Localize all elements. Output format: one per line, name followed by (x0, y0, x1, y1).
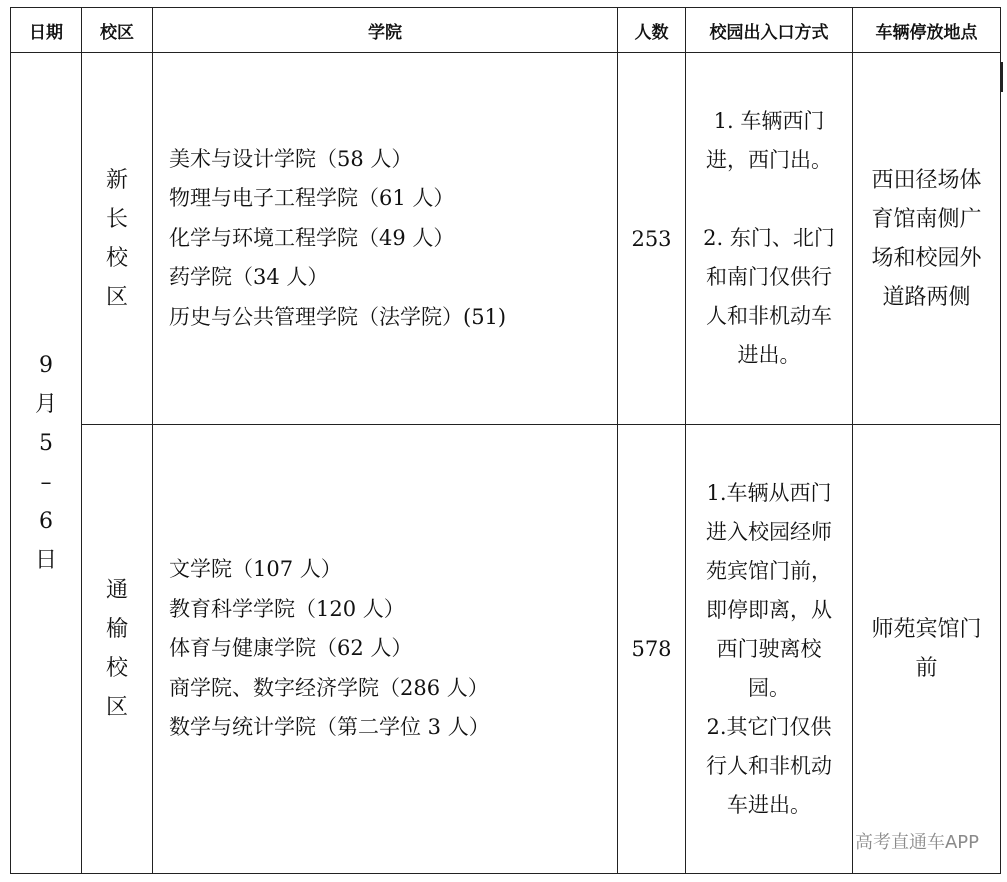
college-item: 化学与环境工程学院（49 人） (169, 225, 455, 250)
header-count: 人数 (618, 8, 686, 53)
header-parking: 车辆停放地点 (853, 8, 1001, 53)
arrival-schedule-table (10, 7, 1001, 874)
parking-cell (853, 53, 1001, 425)
college-item: 文学院（107 人） (169, 557, 342, 582)
college-item: 商学院、数字经济学院（286 人） (169, 675, 489, 700)
access-cell (686, 53, 853, 425)
college-item: 数学与统计学院（第二学位 3 人） (169, 715, 490, 740)
watermark: 高考直通车APP (854, 832, 979, 853)
campus-name: 新长校区 (105, 167, 128, 310)
college-item: 药学院（34 人） (169, 265, 329, 290)
access-rule: 1. 车辆西门进，西门出。 (706, 109, 832, 172)
campus-cell (82, 53, 153, 425)
table-header-row (11, 8, 1001, 53)
student-count: 578 (618, 425, 686, 874)
header-access: 校园出入口方式 (686, 8, 853, 53)
access-rule: 1.车辆从西门进入校园经师苑宾馆门前，即停即离，从西门驶离校园。 (706, 480, 832, 700)
parking-location: 西田径场体育馆南侧广场和校园外道路两侧 (871, 167, 982, 310)
campus-name: 通榆校区 (105, 578, 128, 720)
college-item: 教育科学学院（120 人） (169, 596, 405, 621)
date-cell (11, 53, 82, 874)
access-rule: 2.其它门仅供行人和非机动车进出。 (706, 714, 832, 817)
access-cell (686, 425, 853, 874)
access-rule: 2. 东门、北门和南门仅供行人和非机动车进出。 (703, 226, 835, 367)
header-college: 学院 (153, 8, 618, 53)
college-list-cell (153, 425, 618, 874)
campus-cell (82, 425, 153, 874)
parking-cell (853, 425, 1001, 874)
college-item: 物理与电子工程学院（61 人） (169, 186, 455, 211)
edge-mark (1001, 62, 1003, 92)
college-item: 美术与设计学院（58 人） (169, 146, 413, 171)
table-row-xinchang (11, 53, 1001, 425)
header-date: 日期 (11, 8, 82, 53)
date-text: 9月5–6日 (34, 353, 57, 573)
college-item: 体育与健康学院（62 人） (169, 636, 413, 661)
table-row-tongyu (11, 425, 1001, 874)
college-list-cell (153, 53, 618, 425)
header-campus: 校区 (82, 8, 153, 53)
college-item: 历史与公共管理学院（法学院）(51) (169, 304, 507, 329)
parking-location: 师苑宾馆门前 (871, 617, 982, 681)
student-count: 253 (618, 53, 686, 425)
